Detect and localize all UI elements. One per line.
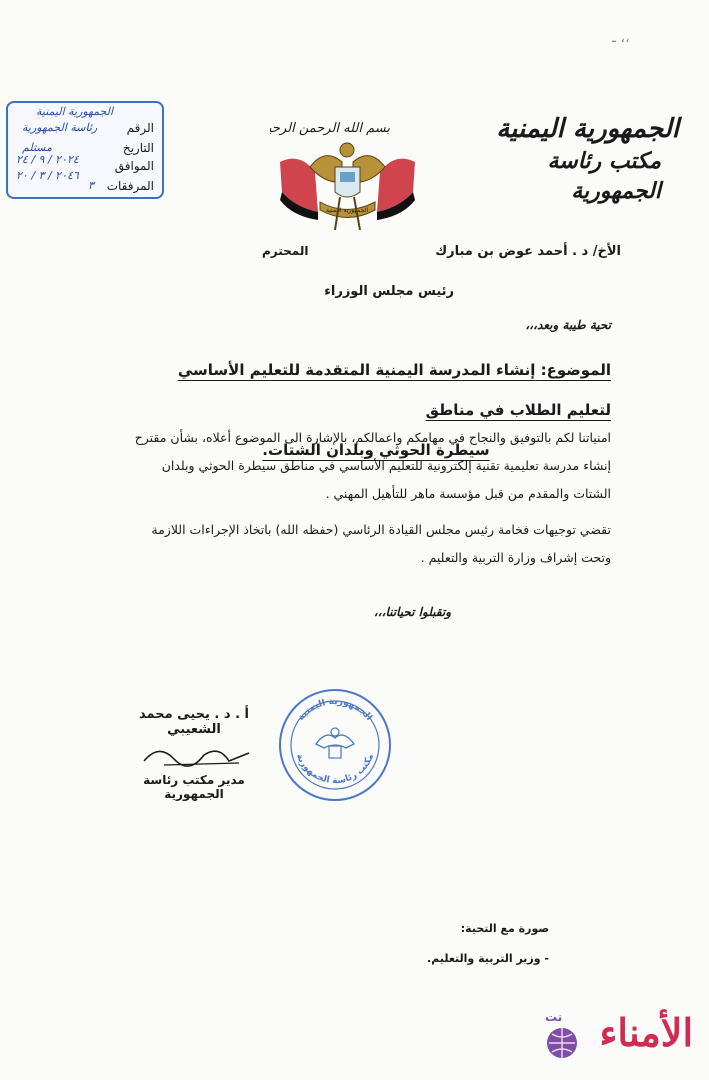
- svg-text:الجمهورية اليمنية: [296, 697, 373, 723]
- cc-label: صورة مع التحية:: [460, 922, 549, 935]
- corner-mark: ـ ،،: [612, 30, 630, 46]
- body-paragraph-2: تقضي توجيهات فخامة رئيس مجلس القيادة الرئاسي (حفظه الله) باتخاذ الإجراءات اللازمة وتحت إشراف وزارة التربية والتعليم .: [151, 522, 611, 565]
- carbon-copy: [427, 914, 549, 974]
- stamp-corresponding-label: الموافق: [114, 159, 154, 173]
- letter-body: [121, 424, 611, 580]
- subject-label: الموضوع:: [540, 361, 611, 379]
- stamp-hand-corresponding: ٢٠٤٦ / ٣ / ٢٠: [16, 169, 79, 182]
- signatory-title: مدير مكتب رئاسة الجمهورية: [143, 773, 245, 801]
- national-emblem: [270, 112, 425, 237]
- stamp-date-label: التاريخ: [122, 141, 154, 155]
- addressee-title: رئيس مجلس الوزراء: [324, 284, 454, 299]
- subject-line-2: سيطرة الحوثي وبلدان الشتات.: [262, 441, 490, 459]
- body-paragraph-1: امنياتنا لكم بالتوفيق والنجاح في مهامكم واعمالكم، بالإشارة الى الموضوع أعلاه، بشأن مقترح إنشاء مدرسة تعليمية تقنية إلكترونية للتعليم الأساسي في مناطق سيطرة الحوثي وبلدان الشتات والمقدم من قبل مؤسسة ماهر للتأهيل المهني .: [134, 430, 611, 501]
- letterhead: [479, 112, 679, 206]
- greeting: تحية طيبة وبعد،،،: [525, 318, 611, 332]
- stamp-hand-attachments: ٣: [88, 179, 94, 192]
- basmala: بسم الله الرحمن الرحيم: [270, 121, 390, 136]
- stamp-bottom-text: مكتب رئاسة الجمهورية: [293, 752, 377, 787]
- closing: وتقبلوا تحياتنا،،،: [373, 605, 451, 619]
- cc-item: - وزير التربية والتعليم.: [427, 952, 549, 965]
- addressee-name: الأخ/ د . أحمد عوض بن مبارك: [435, 244, 621, 259]
- signatory-name: أ . د . يحيى محمد الشعيبي: [139, 707, 249, 737]
- stamp-top-text: الجمهورية اليمنية: [296, 696, 374, 723]
- country-name: الجمهورية اليمنية: [496, 114, 679, 144]
- stamp-number-label: الرقم: [126, 121, 154, 135]
- watermark-text: الأمناء: [599, 1010, 693, 1055]
- honorific: المحترم: [262, 244, 309, 258]
- registry-stamp: [6, 101, 164, 199]
- stamp-hand-office: رئاسة الجمهورية: [22, 121, 98, 134]
- stamp-hand-date: ٢٠٢٤ / ٩ / ٢٤: [16, 153, 79, 166]
- signature-scribble-icon: [134, 741, 254, 771]
- stamp-attachments-label: المرفقات: [106, 179, 154, 193]
- round-seal-icon: [276, 686, 394, 804]
- site-watermark-logo: [543, 1006, 693, 1066]
- globe-icon: [545, 1026, 579, 1060]
- stamp-hand-title: الجمهورية اليمنية: [36, 105, 114, 118]
- stamp-hand-number: مستلم: [22, 141, 52, 154]
- official-round-stamp: [276, 686, 394, 804]
- signature-block: [124, 707, 264, 801]
- office-name: مكتب رئاسة الجمهورية: [547, 148, 661, 204]
- watermark-sub: نت: [545, 1010, 563, 1024]
- eagle-emblem-icon: [270, 112, 425, 237]
- subject-line-1: إنشاء المدرسة اليمنية المتقدمة للتعليم الأساسي لتعليم الطلاب في مناطق: [177, 361, 611, 419]
- emblem-caption: الجمهورية اليمنية: [325, 207, 369, 214]
